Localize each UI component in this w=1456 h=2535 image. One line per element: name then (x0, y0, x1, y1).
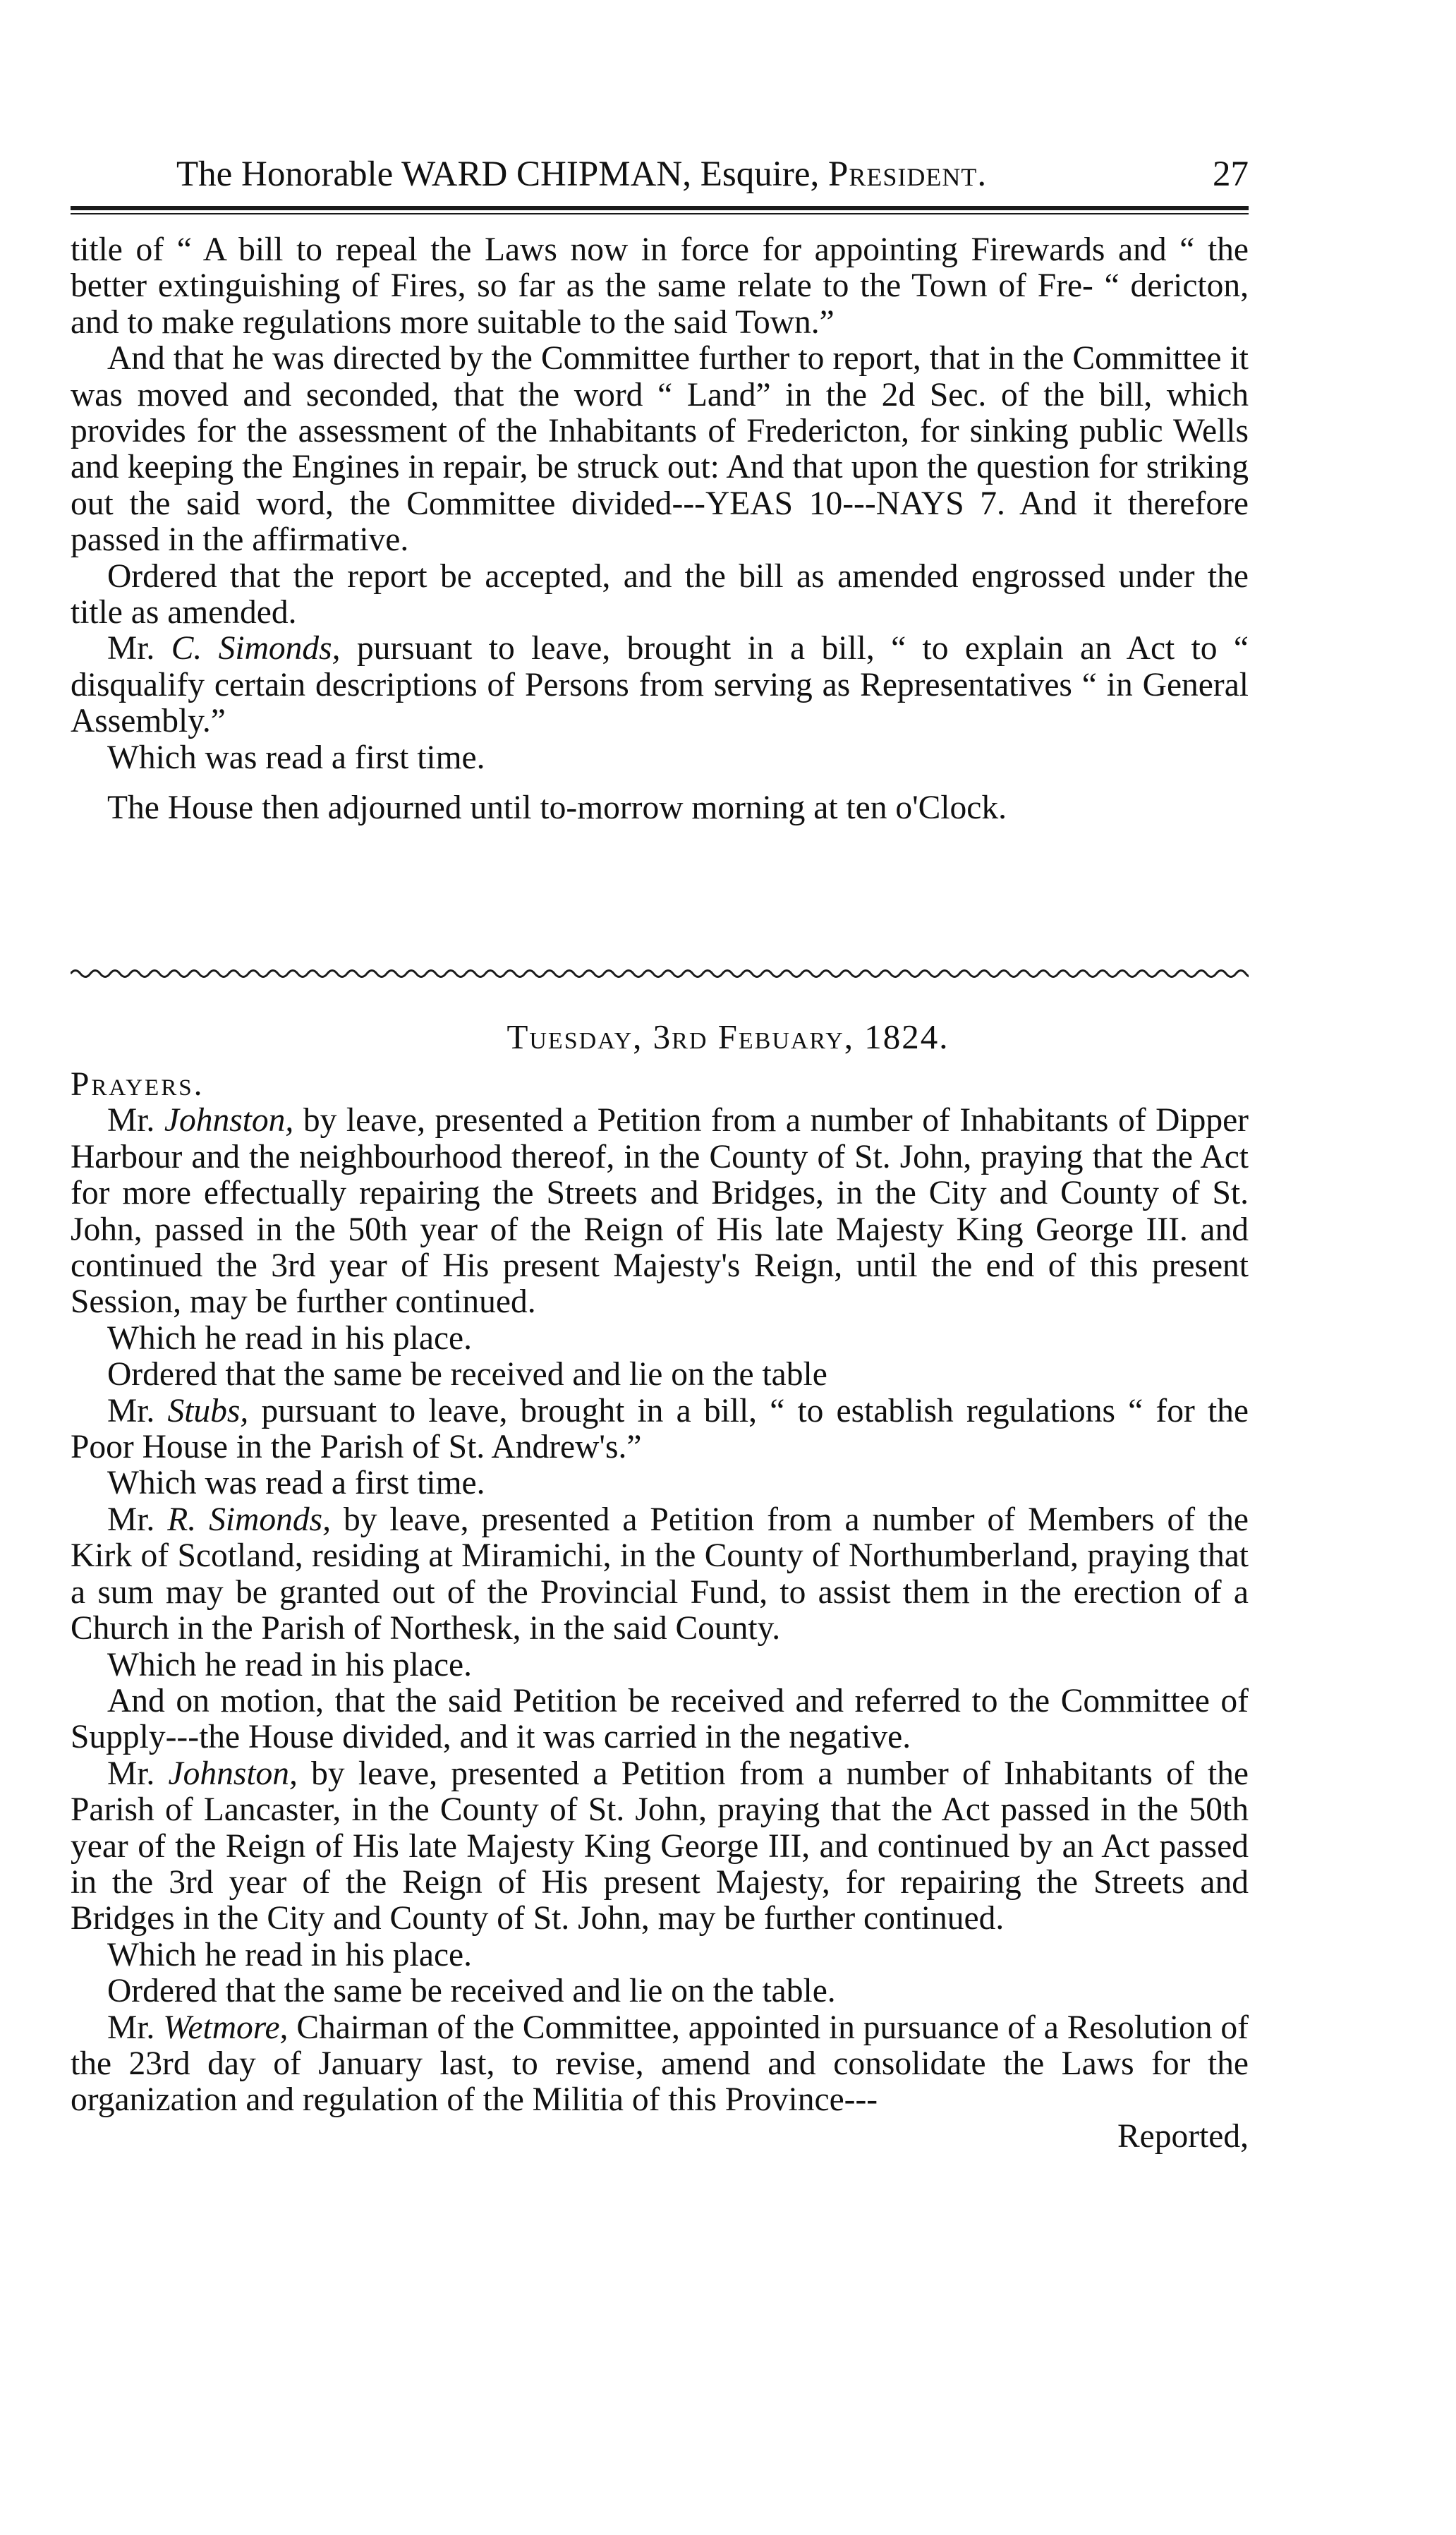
paragraph: Which he read in his place. (107, 1646, 473, 1683)
member-name: Stubs, (167, 1392, 249, 1429)
paragraph: Mr. R. Simonds, by leave, presented a Petition from a number of Members of the Kirk of Scotland, residing at Miramichi, in the County of Northumberland, praying that a sum may be granted out of the Provincial Fund, to assist them in the erection of a Church in the Parish of Northesk, in the said County. (71, 1501, 1249, 1647)
member-name: Wetmore, (163, 2009, 289, 2046)
paragraph: Ordered that the same be received and lie on the table (107, 1356, 827, 1393)
header-title: The Honorable WARD CHIPMAN, Esquire, (176, 155, 820, 194)
member-name: Johnston, (164, 1102, 294, 1139)
wavy-divider (71, 963, 1249, 984)
header-rule-thin (71, 213, 1249, 214)
paragraph: Ordered that the report be accepted, and the bill as amended engrossed under the title as amended. (71, 557, 1249, 631)
paragraph: Which was read a first time. (107, 739, 485, 776)
running-header (176, 150, 1249, 199)
member-name: Johnston, (168, 1755, 298, 1792)
adjournment-paragraph: The House then adjourned until to-morrow morning at ten o'Clock. (107, 789, 1007, 827)
date-heading: Tuesday, 3rd Febuary, 1824. (506, 1017, 950, 1056)
paragraph: Mr. Stubs, pursuant to leave, brought in a bill, “ to establish regulations “ for the Poor House in the Parish of St. Andrew's.” (71, 1392, 1249, 1466)
prayers-label: Prayers. (71, 1066, 205, 1103)
paragraph: Which he read in his place. (107, 1319, 473, 1357)
paragraph: Mr. Johnston, by leave, presented a Petition from a number of Inhabitants of Dipper Harbour and the neighbourhood thereof, in the County of St. John, praying that the Act for more effectually repairing the Streets and Bridges, in the City and County of St. John, passed in the 50th year of the Reign of His late Majesty King George III. and continued the 3rd year of His present Majesty's Reign, until the end of this present Session, may be further continued. (71, 1102, 1249, 1321)
header-rule (71, 206, 1249, 210)
proceedings-continued (71, 232, 1249, 945)
member-name: C. Simonds, (171, 630, 341, 667)
paragraph: Mr. C. Simonds, pursuant to leave, brought in a bill, “ to explain an Act to “ disqualify certain descriptions of Persons from serving as Representatives “ in General Assembly.” (71, 630, 1249, 740)
paragraph: Which was read a first time. (107, 1465, 485, 1502)
paragraph: Which he read in his place. (107, 1936, 473, 1973)
paragraph: Mr. Johnston, by leave, presented a Petition from a number of Inhabitants of the Parish of Lancaster, in the County of St. John, praying that the Act passed in the 50th year of the Reign of His late Majesty King George III, and continued by an Act passed in the 3rd year of the Reign of His present Majesty, for repairing the Streets and Bridges in the City and County of St. John, may be further continued. (71, 1755, 1249, 1937)
paragraph: And on motion, that the said Petition be received and referred to the Committee of Supply---the House divided, and it was carried in the negative. (71, 1682, 1249, 1756)
paragraph: title of “ A bill to repeal the Laws now in force for appointing Firewards and “ the better extinguishing of Fires, so far as the same relate to the Town of Fre- “ dericton, and to make regulations more suitable to the said Town.” (71, 231, 1249, 341)
paragraph: And that he was directed by the Committee further to report, that in the Committee it was moved and seconded, that the word “ Land” in the 2d Sec. of the bill, which provides for the assessment of the Inhabitants of Fredericton, for sinking public Wells and keeping the Engines in repair, be struck out: And that upon the question for striking out the said word, the Committee divided---YEAS 10---NAYS 7. And it therefore passed in the affirmative. (71, 340, 1249, 559)
page-number: 27 (1213, 155, 1249, 194)
paragraph: Mr. Wetmore, Chairman of the Committee, appointed in pursuance of a Resolution of the 23rd day of January last, to revise, amend and consolidate the Laws for the organization and regulation of the Militia of this Province--- (71, 2009, 1249, 2119)
member-name: R. Simonds, (167, 1501, 331, 1538)
proceedings-day (71, 1067, 1249, 2506)
paragraph: Ordered that the same be received and lie on the table. (107, 1973, 836, 2010)
header-role: President. (828, 155, 988, 194)
catchword: Reported, (1117, 2117, 1249, 2155)
